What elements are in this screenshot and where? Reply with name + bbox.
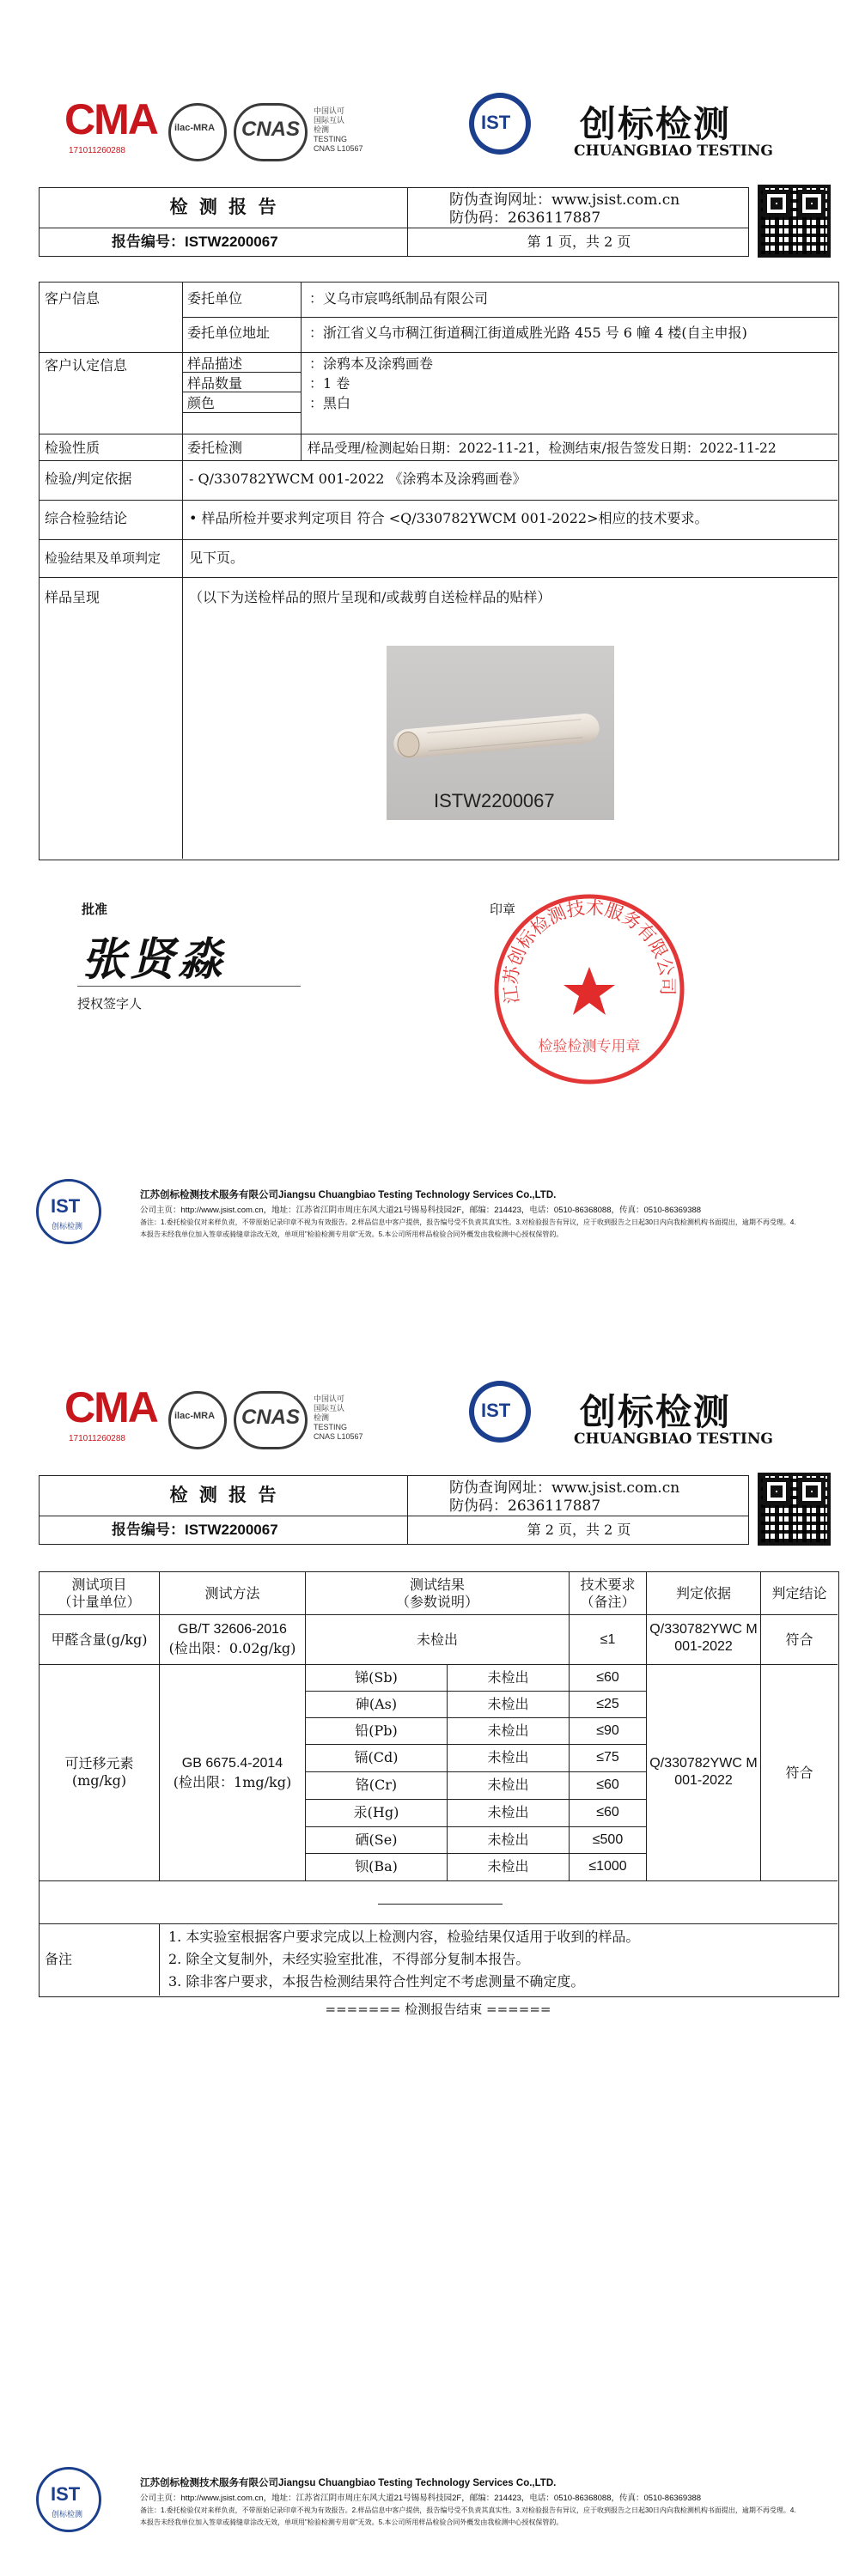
header-item: 测试项目 （计量单位）	[58, 1577, 141, 1610]
element-limit: ≤90	[596, 1723, 619, 1738]
signature: 张贤淼	[82, 933, 227, 986]
footer-contact: 公司主页：http://www.jsist.com.cn，地址：江苏省江阴市周庄东风大道21号锡易科技园2F，邮编：214423，电话：0510-86368088，传真：0510-86369388	[140, 1206, 702, 1215]
footer-note-1: 备注：1.委托检验仅对来样负责，不带原始记录印章不视为有效报告。2.样品信息中客户提供，报告编号受不负责其真实性。3.对检验报告有异议，应于收到报告之日起30日内向我检测机构书面提出，逾期不再受理。4.	[140, 1218, 796, 1226]
report-title: 检 测 报 告	[169, 196, 279, 217]
remarks-label: 备注	[45, 1951, 73, 1967]
report-page-2	[0, 1288, 859, 2576]
element-result: 未检出	[487, 1804, 529, 1820]
report-no: 报告编号：ISTW2200067	[112, 1522, 278, 1538]
photo-caption: ISTW2200067	[434, 790, 555, 811]
element-result: 未检出	[487, 1858, 529, 1874]
element-name: 铬(Cr)	[355, 1777, 398, 1793]
footer-contact: 公司主页：http://www.jsist.com.cn，地址：江苏省江阴市周庄东风大道21号锡易科技园2F，邮编：214423，电话：0510-86368088，传真：0510-86369388	[140, 2494, 702, 2503]
cma-number: 171011260288	[69, 146, 125, 155]
report-no: 报告编号：ISTW2200067	[112, 234, 278, 250]
verify-cell	[407, 187, 749, 228]
paper-roll	[393, 713, 600, 760]
migration-detection-limit: (检出限：1mg/kg)	[173, 1774, 292, 1790]
element-name: 砷(As)	[355, 1696, 398, 1712]
footer-ist-logo: IST 创标检测	[36, 1179, 101, 1244]
remark-1: 1. 本实验室根据客户要求完成以上检测内容，检验结果仅适用于收到的样品。	[168, 1929, 640, 1945]
element-limit: ≤75	[596, 1750, 619, 1765]
formaldehyde-conclusion: 符合	[785, 1631, 813, 1648]
cma-number: 171011260288	[69, 1434, 125, 1443]
client-label: 委托单位	[187, 290, 243, 307]
element-limit: ≤60	[596, 1805, 619, 1820]
cma-logo: CMA	[64, 95, 157, 143]
ilac-mra-logo: ilac-MRA	[168, 1391, 227, 1449]
test-nature-value: 委托检测	[187, 440, 243, 456]
client-value: ：义乌市宸鸣纸制品有限公司	[309, 290, 489, 307]
sample-photo	[387, 646, 614, 820]
sample-qty-value: ：1 卷	[309, 375, 350, 392]
qr-code[interactable]	[758, 185, 831, 258]
result-label: 检验结果及单项判定	[45, 550, 161, 566]
remark-2: 2. 除全文复制外，未经实验室批准，不得部分复制本报告。	[168, 1951, 530, 1967]
confirm-label: 客户认定信息	[45, 357, 128, 374]
conclusion-value: • 样品所检并要求判定项目 符合 <Q/330782YWCM 001-2022>相应的技术要求。	[189, 510, 709, 526]
page-num-cell	[407, 228, 749, 257]
ist-logo: IST	[469, 1381, 531, 1443]
test-dates: 样品受理/检测起始日期：2022-11-21，检测结束/报告签发日期：2022-11-22	[308, 440, 777, 456]
formaldehyde-item: 甲醛含量(g/kg)	[51, 1631, 148, 1648]
element-name: 硒(Se)	[355, 1832, 398, 1848]
approve-label: 批准	[82, 902, 108, 917]
element-result: 未检出	[487, 1669, 529, 1686]
formaldehyde-basis: Q/330782YWC M 001-2022	[649, 1622, 758, 1654]
element-result: 未检出	[487, 1722, 529, 1739]
test-nature-label: 检验性质	[45, 440, 101, 456]
element-result: 未检出	[487, 1832, 529, 1848]
footer-company: 江苏创标检测技术服务有限公司Jiangsu Chuangbiao Testing Technology Services Co.,LTD.	[140, 2478, 557, 2488]
migration-method: GB 6675.4-2014	[181, 1756, 283, 1771]
report-title-cell	[39, 187, 408, 228]
ist-brand-en: CHUANGBIAO TESTING	[574, 143, 773, 160]
client-addr-value: ：浙江省义乌市稠江街道稠江街道威胜光路 455 号 6 幢 4 楼(自主申报)	[309, 325, 747, 341]
sample-qty-label: 样品数量	[187, 375, 243, 392]
seal-star-icon	[564, 967, 615, 1015]
official-seal	[488, 888, 691, 1091]
ist-logo: IST	[469, 93, 531, 155]
cnas-text: 中国认可 国际互认 检测 TESTING CNAS L10567	[314, 106, 363, 153]
element-limit: ≤60	[596, 1777, 619, 1792]
formaldehyde-detection-limit: (检出限：0.02g/kg)	[168, 1640, 296, 1656]
element-limit: ≤1000	[588, 1859, 627, 1874]
element-result: 未检出	[487, 1777, 529, 1793]
page-number: 第 2 页，共 2 页	[527, 1522, 631, 1538]
sample-desc-value: ：涂鸦本及涂鸦画卷	[309, 355, 434, 372]
sample-show-label: 样品呈现	[45, 589, 101, 605]
report-no-cell	[39, 228, 408, 257]
migration-item: 可迁移元素 (mg/kg)	[64, 1755, 134, 1789]
cnas-logo: CNAS	[234, 103, 308, 161]
formaldehyde-result: 未检出	[416, 1631, 458, 1648]
client-info-label: 客户信息	[45, 290, 101, 307]
sample-desc-label: 样品描述	[187, 355, 243, 372]
footer-note-2: 本报告未经我单位加入签章或骑缝章涂改无效，单项用"检验检测专用章"无效。5.本公司所用样品检验合同外概发由我检测中心授权保管的。	[140, 2518, 564, 2526]
color-value: ：黑白	[309, 395, 351, 411]
conclusion-label: 综合检验结论	[45, 510, 128, 526]
client-addr-label: 委托单位地址	[187, 325, 271, 341]
element-name: 钡(Ba)	[355, 1858, 398, 1874]
element-limit: ≤25	[596, 1697, 619, 1711]
verify-site: 防伪查询网址：www.jsist.com.cn	[449, 1479, 680, 1497]
formaldehyde-method: GB/T 32606-2016	[178, 1622, 287, 1637]
element-limit: ≤500	[592, 1832, 624, 1847]
page-num-cell	[407, 1516, 749, 1545]
cnas-text: 中国认可 国际互认 检测 TESTING CNAS L10567	[314, 1394, 363, 1441]
element-name: 镉(Cd)	[354, 1749, 399, 1765]
migration-basis: Q/330782YWC M 001-2022	[649, 1756, 758, 1788]
color-label: 颜色	[187, 395, 216, 411]
qr-code[interactable]	[758, 1473, 831, 1546]
element-name: 汞(Hg)	[353, 1804, 399, 1820]
ist-brand-en: CHUANGBIAO TESTING	[574, 1431, 773, 1448]
seal-ring-text: 江苏创标检测技术服务有限公司	[500, 896, 679, 1005]
header-method: 测试方法	[204, 1585, 260, 1601]
footer-note-1: 备注：1.委托检验仅对来样负责，不带原始记录印章不视为有效报告。2.样品信息中客户提供，报告编号受不负责其真实性。3.对检验报告有异议，应于收到报告之日起30日内向我检测机构书面提出，逾期不再受理。4.	[140, 2506, 796, 2514]
footer-company: 江苏创标检测技术服务有限公司Jiangsu Chuangbiao Testing Technology Services Co.,LTD.	[140, 1190, 557, 1200]
signer-label: 授权签字人	[77, 996, 143, 1012]
element-name: 锑(Sb)	[355, 1669, 398, 1686]
header-conclusion: 判定结论	[771, 1585, 827, 1601]
footer-note-2: 本报告未经我单位加入签章或骑缝章涂改无效，单项用"检验检测专用章"无效。5.本公司所用样品检验合同外概发由我检测中心授权保管的。	[140, 1230, 564, 1238]
basis-label: 检验/判定依据	[45, 471, 132, 487]
migration-conclusion: 符合	[785, 1765, 813, 1781]
basis-value: - Q/330782YWCM 001-2022 《涂鸦本及涂鸦画卷》	[189, 471, 527, 487]
element-name: 铅(Pb)	[355, 1722, 398, 1739]
result-value: 见下页。	[189, 550, 245, 566]
report-end: ======= 检测报告结束 ======	[325, 2002, 551, 2017]
report-title: 检 测 报 告	[169, 1484, 279, 1505]
header-result: 测试结果 （参数说明）	[395, 1577, 478, 1610]
ilac-mra-logo: ilac-MRA	[168, 103, 227, 161]
page-number: 第 1 页，共 2 页	[527, 234, 631, 250]
header-basis: 判定依据	[675, 1585, 731, 1601]
cma-logo: CMA	[64, 1383, 157, 1431]
element-limit: ≤60	[596, 1670, 619, 1685]
report-title-cell	[39, 1475, 408, 1516]
verify-code: 防伪码：2636117887	[449, 1498, 601, 1515]
ist-brand-cn: 创标检测	[580, 1391, 732, 1433]
verify-code: 防伪码：2636117887	[449, 210, 601, 227]
header-requirement: 技术要求 （备注）	[580, 1577, 636, 1610]
report-no-cell	[39, 1516, 408, 1545]
verify-site: 防伪查询网址：www.jsist.com.cn	[449, 191, 680, 209]
cnas-logo: CNAS	[234, 1391, 308, 1449]
element-result: 未检出	[487, 1696, 529, 1712]
ist-brand-cn: 创标检测	[580, 103, 732, 145]
footer-ist-logo: IST 创标检测	[36, 2467, 101, 2532]
verify-cell	[407, 1475, 749, 1516]
seal-label: 印章	[490, 902, 516, 917]
sample-show-note: （以下为送检样品的照片呈现和/或裁剪自送检样品的贴样）	[189, 589, 551, 605]
seal-bottom-text: 检验检测专用章	[538, 1038, 641, 1055]
remark-3: 3. 除非客户要求，本报告检测结果符合性判定不考虑测量不确定度。	[168, 1973, 585, 1990]
formaldehyde-requirement: ≤1	[600, 1632, 616, 1647]
element-result: 未检出	[487, 1749, 529, 1765]
